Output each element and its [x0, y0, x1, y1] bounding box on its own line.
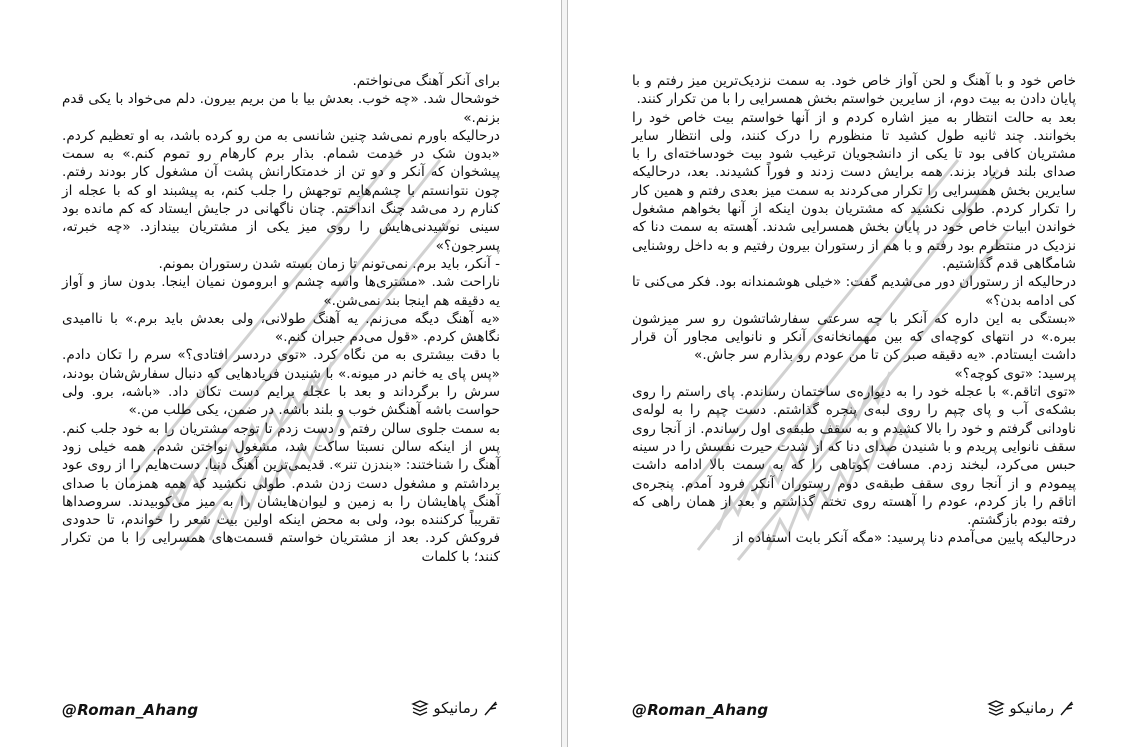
feather-icon — [482, 699, 500, 717]
paragraph: درحالیکه از رستوران دور می‌شدیم گفت: «خیلی هوشمندانه بود. فکر می‌کنی تا کی ادامه بدن؟» — [632, 274, 1076, 309]
channel-handle: @Roman_Ahang — [62, 701, 199, 719]
paragraph: «یه آهنگ دیگه می‌زنم. یه آهنگ طولانی، ولی بعدش باید برم.» با ناامیدی نگاهش کردم. «قول می‌دم جبران کنم.» — [62, 310, 500, 346]
page-footer — [62, 699, 500, 725]
right-page — [567, 0, 1141, 747]
paragraph: درحالیکه باورم نمی‌شد چنین شانسی به من رو کرده باشد، به او تعظیم کردم. «بدون شک در خدمت شمام. بذار برم کارهام رو تموم کنم.» به سمت پیشخوان که آنکر و دو تن از خدمتکارانش پشت آن مشغول کار بودند رفتم. چون نتوانستم با چشم‌هایم توجهش را جلب کنم، به پیشبند او که با عجله از کنارم رد می‌شد چنگ انداختم. چنان ناگهانی در جایش ایستاد که کم مانده بود سینی نوشیدنی‌هایش را روی میز یکی از مشتریان بیندازد. «چه خبرته، پسرجون؟» — [62, 127, 500, 254]
paragraph: «توی اتاقم.» با عجله خود را به دیواره‌ی ساختمان رساندم. پای راستم را روی بشکه‌ی آب و پای چپم را روی لبه‌ی پنجره گذاشتم. دست چپم را به لوله‌ی ناودانی گرفتم و خود را بالا کشیدم و به سقف طبقه‌ی اول رساندم. از آنجا روی سقف نانوایی پریدم و با شنیدن صدای دنا که از شدت حیرت نفسش را در سینه حبس می‌کرد، لبخند زدم. مسافت کوتاهی را که به سمت بالا ادامه داشت پیمودم و از آنجا روی سقف طبقه‌ی دوم رستوران آنکر فرود آمدم. پنجره‌ی اتاقم را باز کردم، عودم را آهسته روی تختم گذاشتم و بعد از همان راهی که رفته بودم بازگشتم. — [632, 384, 1076, 529]
brand-name: رمانیکو — [433, 699, 478, 717]
page-body-text — [62, 72, 500, 566]
page-footer — [632, 699, 1076, 725]
brand-logo — [411, 699, 500, 717]
paragraph: - آنکر، باید برم. نمی‌تونم تا زمان بسته شدن رستوران بمونم. — [158, 255, 500, 272]
paragraph: «بستگی به این داره که آنکر با چه سرعتی سفارشاتشون رو سر میزشون ببره.» در انتهای کوچه‌ای که بین مهمانخانه‌ی آنکر و نانوایی مجاور آن قرار داشت ایستادم. «یه دقیقه صبر کن تا من عودم رو بذارم سر جاش.» — [632, 310, 1076, 364]
paragraph: ناراحت شد. «مشتری‌ها واسه چشم و ابرومون نمیان اینجا. بدون ساز و آواز یه دقیقه هم اینجا بند نمی‌شن.» — [62, 274, 500, 309]
brand-logo — [987, 699, 1076, 717]
feather-icon — [1058, 699, 1076, 717]
brand-name: رمانیکو — [1009, 699, 1054, 717]
paragraph: به سمت جلوی سالن رفتم و دست زدم تا توجه مشتریان را به خود جلب کنم. پس از اینکه سالن نسبتا ساکت شد، مشغول نواختن شدم. همه خیلی زود آهنگ را شناختند: «بندزن تنر». قدیمی‌ترین آهنگ دنیا. دست‌هایم را از روی عود برداشتم و مشغول دست زدن شدم. طولی نکشید که همه همزمان با صدای آهنگ پاهایشان را به زمین و لیوان‌هایشان را به میز می‌کوبیدند. سروصداها تقریباً کرکننده بود، ولی به محض اینکه اولین بیت شعر را خواندم، تا حدودی فروکش کرد. بعد از مشتریان خواستم قسمت‌های همسرایی را با من تکرار کنند؛ با کلمات — [62, 420, 500, 565]
paragraph: خاص خود و با آهنگ و لحن آواز خاص خود. به سمت نزدیک‌ترین میز رفتم و با پایان دادن به بیت دوم، از سایرین خواستم بخش همسرایی را با من تکرار کنند. — [632, 73, 1076, 108]
paragraph: بعد به حالت انتظار به میز اشاره کردم و از آنها خواستم بیت خاص خود را بخوانند. چند ثانیه طول کشید تا منظورم را درک کنند، ولی انتظار سایر مشتریان کافی بود تا یکی از دانشجویان ترغیب شود بیت خودساخته‌ای را با صدای بلند فریاد بزند. همه برایش دست زدند و فوراً کشیدند. بعد، درحالیکه سایرین بخش همسرایی را تکرار می‌کردند به سمت میز بعدی رفتم و همین کار را تکرار کردم. طولی نکشید که مشتریان بدون اینکه از آنها بخواهم مشغول خواندن ابیات خاص خود در پایان بخش همسرایی شدند. آهسته به سمت دنا که نزدیک در منتظرم بود رفتم و با هم از رستوران بیرون رفتیم و به داخل روشنایی شامگاهی قدم گذاشتیم. — [632, 109, 1076, 272]
paragraph: پرسید: «توی کوچه؟» — [954, 365, 1076, 382]
book-icon — [411, 699, 429, 717]
paragraph: درحالیکه پایین می‌آمدم دنا پرسید: «مگه آنکر بابت استفاده از — [733, 530, 1076, 547]
paragraph: خوشحال شد. «چه خوب. بعدش بیا با من بریم بیرون. دلم می‌خواد با یکی قدم بزنم.» — [62, 91, 500, 126]
book-icon — [987, 699, 1005, 717]
page-body-text — [632, 72, 1076, 548]
channel-handle: @Roman_Ahang — [632, 701, 769, 719]
left-page — [0, 0, 562, 747]
paragraph: برای آنکر آهنگ می‌نواختم. — [352, 73, 500, 89]
paragraph: با دقت بیشتری به من نگاه کرد. «توی دردسر افتادی؟» سرم را تکان دادم. «پس پای یه خانم در میونه.» با شنیدن فریادهایی که دنبال سفارش‌شان بودند، سرش را برگرداند و بعد با عجله برایم دست تکان داد. «باشه، برو. ولی حواست باشه آهنگش خوب و بلند باشه. در ضمن، یکی طلب من.» — [62, 347, 500, 419]
